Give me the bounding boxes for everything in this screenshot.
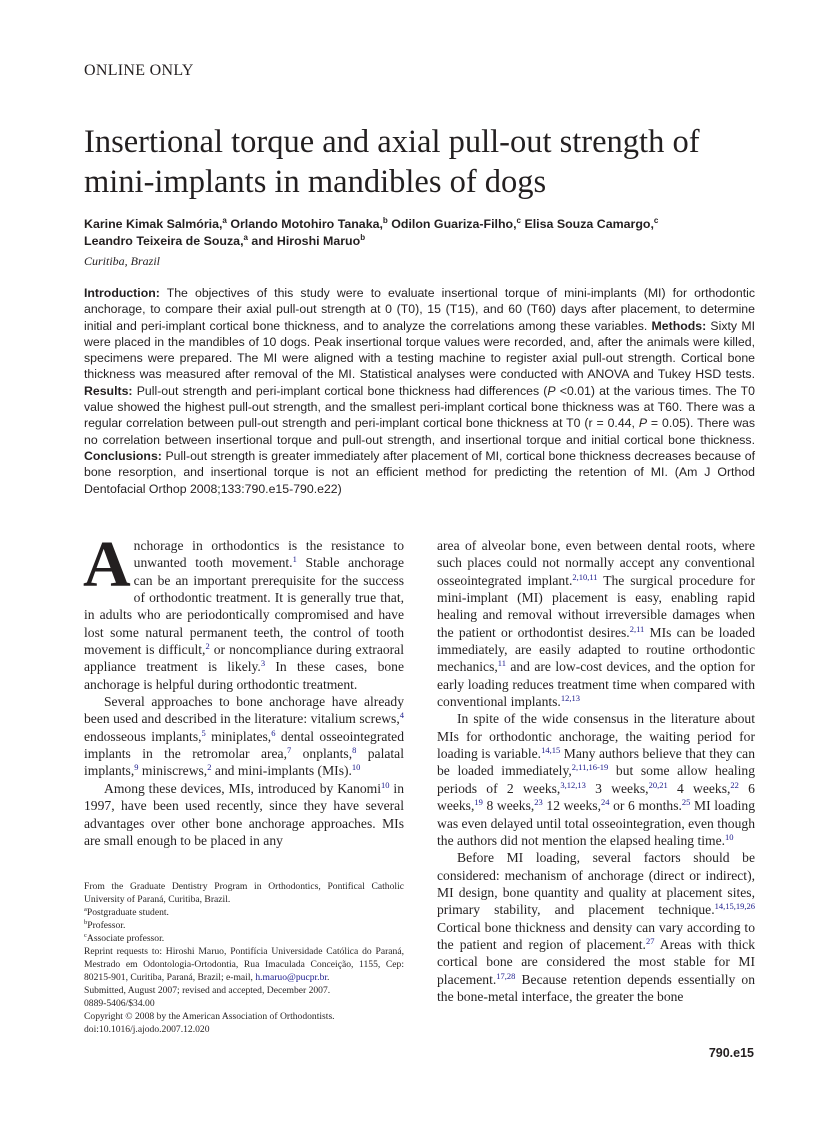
body-text: MIs can be loaded immediately, are easily adapted to routine orthodontic mechanics, <box>437 624 755 675</box>
citation-reference[interactable]: 2,10,11 <box>572 571 598 582</box>
body-text: in 1997, have been used recently, since they have several advantages over other bone anchorage approaches. MIs are small enough to be placed in any <box>84 780 404 848</box>
body-paragraph <box>84 693 404 780</box>
abstract-section-label: Introduction: <box>84 286 160 300</box>
citation-reference[interactable]: 1 <box>292 554 297 565</box>
article-title: Insertional torque and axial pull-out strength of mini-implants in mandibles of dogs <box>84 124 700 200</box>
body-text: or 6 months. <box>609 798 682 814</box>
affiliation-mark: a <box>84 905 87 913</box>
footnote-issn: 0889-5406/$34.00 <box>84 998 155 1009</box>
citation-reference[interactable]: 4 <box>399 710 404 721</box>
body-paragraph <box>437 537 755 710</box>
citation-reference[interactable]: 10 <box>381 779 390 790</box>
footnote-institution: From the Graduate Dentistry Program in Orthodontics, Pontifical Catholic University of Paraná, Curitiba, Brazil. <box>84 881 404 905</box>
citation-reference[interactable]: 10 <box>725 831 734 842</box>
author-name: Orlando Motohiro Tanaka, <box>226 217 383 231</box>
abstract-section-label: Methods: <box>651 318 707 333</box>
body-text: Because retention depends essentially on the bone-metal interface, the greater the bone <box>437 971 755 1004</box>
body-text: nchorage in orthodontics is the resistance to unwanted tooth movement. <box>133 538 404 571</box>
footnote-affiliation-b <box>84 919 404 932</box>
footnotes <box>84 880 404 1036</box>
citation-reference[interactable]: 27 <box>645 935 655 946</box>
author-list <box>84 216 764 250</box>
body-text: Areas with thick cortical bone are considered the most stable for MI placement. <box>437 936 755 987</box>
body-text: endosseous implants, <box>84 728 202 744</box>
citation-reference[interactable]: 2 <box>207 762 212 773</box>
author-affiliation-mark: b <box>360 232 366 242</box>
abstract-text: Pull-out strength is greater immediately after placement of MI, cortical bone thickness decreases because of bone resorption, and insertional torque is not an efficient method for predicting the retention of MI. (Am J Orthod Dentofacial Orthop 2008;133:790.e15-790.e22) <box>84 448 755 496</box>
author-name: and Hiroshi Maruo <box>247 234 361 248</box>
citation-reference[interactable]: 8 <box>352 745 357 756</box>
body-paragraph <box>437 849 755 1005</box>
body-text: In spite of the wide consensus in the literature about MIs for orthodontic anchorage, the waiting period for loading is variable. <box>437 711 755 762</box>
citation-reference[interactable]: 3 <box>260 658 266 669</box>
abstract-section-label: Conclusions: <box>84 448 162 463</box>
abstract-italic: P <box>638 416 648 431</box>
abstract-italic: P <box>547 383 556 398</box>
reprint-end: . <box>327 972 330 983</box>
footnote-submitted: Submitted, August 2007; revised and accepted, December 2007. <box>84 985 331 996</box>
affiliation-text: Postgraduate student. <box>86 907 169 918</box>
footnote-affiliation-c <box>84 932 404 945</box>
body-text: 8 weeks, <box>482 798 535 814</box>
citation-reference[interactable]: 17,28 <box>496 970 516 981</box>
citation-reference[interactable]: 5 <box>201 727 206 738</box>
author-name: Leandro Teixeira de Souza, <box>84 234 244 248</box>
abstract-text: = 0.05). There was no correlation between insertional torque and pull-out strength, and insertional torque and initial cortical bone thickness. <box>84 416 755 447</box>
affiliation-text: Professor. <box>87 920 126 931</box>
citation-reference[interactable]: 6 <box>271 727 276 738</box>
citation-reference[interactable]: 14,15 <box>541 745 561 756</box>
drop-cap: A <box>83 528 131 601</box>
body-text: but some allow healing periods of 2 weeks, <box>437 763 756 796</box>
author-name: Karine Kimak Salmória, <box>84 217 223 231</box>
author-affiliation-mark: c <box>653 215 659 225</box>
body-text: miniscrews, <box>138 763 208 779</box>
body-text: area of alveolar bone, even between dental roots, where such places could not normally accept any conventional osseointegrated implant. <box>437 538 755 588</box>
footnote-copyright: Copyright © 2008 by the American Association of Orthodontists. <box>84 1011 335 1022</box>
body-text: Many authors believe that they can be loaded immediately, <box>437 746 755 779</box>
affiliation-mark: b <box>84 918 88 926</box>
author-affiliation-mark: c <box>516 215 521 225</box>
body-text: 12 weeks, <box>542 798 601 814</box>
citation-reference[interactable]: 20,21 <box>648 779 668 790</box>
body-text: and mini-implants (MIs). <box>211 763 352 779</box>
abstract-text: Sixty MI were placed in the mandibles of 10 dogs. Peak insertional torque values were recorded, and, after the animals were killed, specimens were prepared. The MI were aligned with a testing machine to register axial pull-out strength. Cortical bone thickness was measured after removal of the MI. Statistical analyses were conducted with ANOVA and Tukey HSD tests. <box>84 318 755 382</box>
footnote-affiliation-a <box>84 906 404 919</box>
author-affiliation-mark: a <box>222 215 227 225</box>
citation-reference[interactable]: 7 <box>286 745 292 756</box>
body-column-left <box>83 528 405 849</box>
body-text: Among these devices, MIs, introduced by Kanomi <box>104 780 382 796</box>
citation-reference[interactable]: 11 <box>497 658 506 669</box>
body-text: Stable anchorage can be an important prerequisite for the success of orthodontic treatment. It is generally true that, in adults who are periodontically compromised and have lost some natural permanent teeth, the control of tooth movement is difficult, <box>84 555 405 658</box>
author-affiliation-mark: b <box>382 215 388 225</box>
citation-reference[interactable]: 19 <box>474 797 483 808</box>
body-text: 4 weeks, <box>667 780 731 796</box>
body-text: Before MI loading, several factors should be considered: mechanism of anchorage (direct or indirect), MI design, bone quantity and quality at placement sites, primary stability, and placement technique. <box>437 850 755 918</box>
abstract-text: Pull-out strength and peri-implant cortical bone thickness had differences ( <box>132 383 548 398</box>
author-name: Odilon Guariza-Filho, <box>387 217 517 231</box>
footnote-doi: doi:10.1016/j.ajodo.2007.12.020 <box>84 1024 210 1035</box>
citation-reference[interactable]: 2 <box>205 641 210 652</box>
citation-reference[interactable]: 24 <box>600 797 610 808</box>
citation-reference[interactable]: 2,11 <box>629 623 645 634</box>
online-only-label: ONLINE ONLY <box>84 62 194 79</box>
body-text: dental osseointegrated implants in the retromolar area, <box>84 728 404 762</box>
citation-reference[interactable]: 9 <box>134 762 139 773</box>
citation-reference[interactable]: 22 <box>730 779 739 790</box>
body-text: Cortical bone thickness and density can vary according to the patient and region of placement. <box>437 919 755 952</box>
affiliation-mark: c <box>84 931 87 939</box>
body-paragraph <box>84 780 404 849</box>
footnote-reprint <box>84 945 404 984</box>
body-column-right <box>437 537 755 1005</box>
citation-reference[interactable]: 12,13 <box>560 693 580 704</box>
email-link[interactable]: h.maruo@pucpr.br <box>255 972 328 983</box>
body-text: and are low-cost devices, and the option for early loading reduces treatment time when compared with conventional implants. <box>437 659 755 710</box>
body-text: 3 weeks, <box>585 780 649 796</box>
body-text: onplants, <box>291 746 353 762</box>
abstract-section-label: Results: <box>84 383 133 398</box>
citation-reference[interactable]: 25 <box>681 797 691 808</box>
citation-reference[interactable]: 3,12,13 <box>560 779 586 790</box>
affiliation-text: Associate professor. <box>86 933 165 944</box>
abstract <box>84 285 755 497</box>
body-text: In these cases, bone anchorage is helpful during orthodontic treatment. <box>84 659 404 692</box>
abstract-text: The objectives of this study were to evaluate insertional torque of mini-implants (MI) for orthodontic anchorage, to compare their axial pull-out strength at 0 (T0), 15 (T15), and 60 (T60) days after placement, to determine initial and peri-implant cortical bone thickness, and to analyze the correlations among these variables. <box>84 286 755 333</box>
body-text: palatal implants, <box>84 746 404 779</box>
body-text: Several approaches to bone anchorage have already been used and described in the literature: vitalium screws, <box>84 694 404 727</box>
author-location: Curitiba, Brazil <box>84 254 161 268</box>
body-text: The surgical procedure for mini-implant (MI) placement is easy, enabling rapid healing and removal without irreversible damages when the patient or orthodontist desires. <box>437 572 755 640</box>
citation-reference[interactable]: 23 <box>534 797 543 808</box>
page-number: 790.e15 <box>708 1046 754 1060</box>
citation-reference[interactable]: 14,15,19,26 <box>714 901 755 912</box>
abstract-text: <0.01) at the various times. The T0 value showed the highest pull-out strength, and the smallest peri-implant cortical bone thickness was at T60. There was a regular correlation between pull-out strength and peri-implant cortical bone thickness at T0 (r = 0.44, <box>84 383 755 431</box>
author-affiliation-mark: a <box>243 232 248 242</box>
citation-reference[interactable]: 10 <box>351 762 361 773</box>
reprint-text: Reprint requests to: Hiroshi Maruo, Pontifícia Universidade Católica do Paraná, Mestrado em Odontologia-Ortodontia, Rua Imaculada Conceição, 1155, Cep: 80215-901, Curitiba, Paraná, Brazil; e-mail, <box>84 946 404 983</box>
body-text: MI loading was even delayed until total osseointegration, even though the authors did not mention the elapsed healing time. <box>437 798 756 848</box>
author-name: Elisa Souza Camargo, <box>521 217 654 231</box>
body-paragraph <box>437 710 755 849</box>
body-text: 6 weeks, <box>437 780 755 814</box>
citation-reference[interactable]: 2,11,16-19 <box>571 762 609 773</box>
body-text: miniplates, <box>205 728 272 744</box>
body-text: or noncompliance during extraoral appliance treatment is likely. <box>84 642 404 675</box>
